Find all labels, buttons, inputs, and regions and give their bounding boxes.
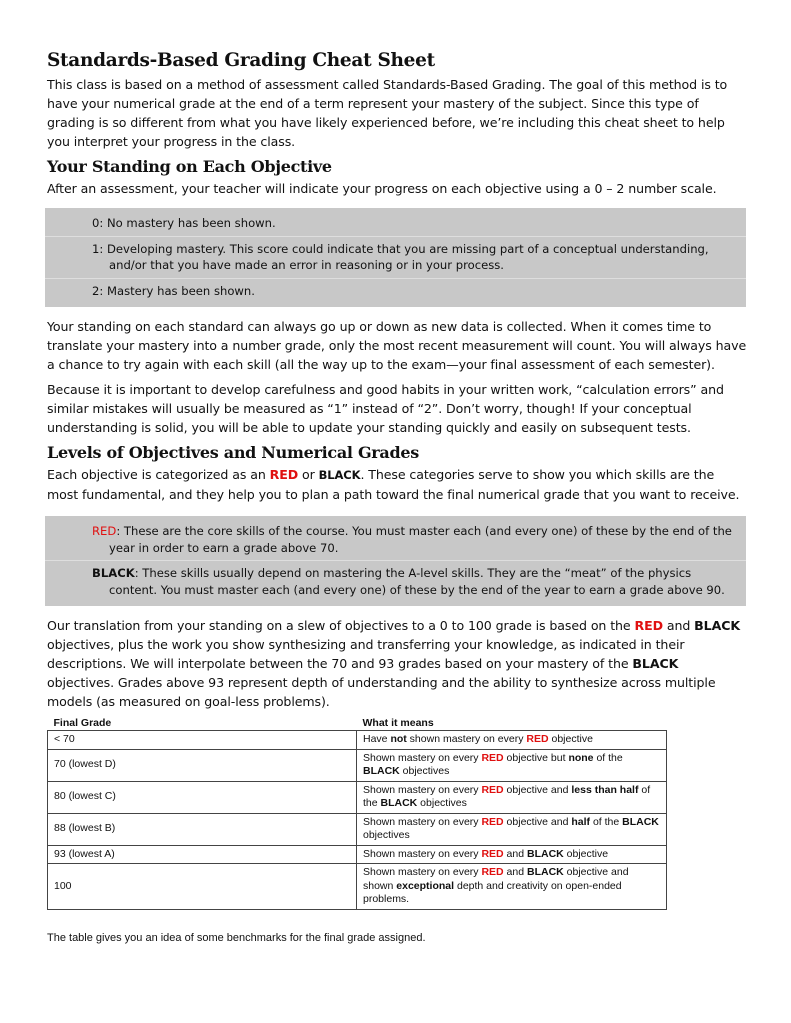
bold-run: half (571, 815, 591, 828)
table-row (48, 749, 667, 781)
meaning-cell (357, 749, 667, 781)
text-run: of the (590, 815, 623, 828)
final-grade-cell: 70 (lowest D) (48, 749, 357, 781)
footer-note: The table gives you an idea of some benchmarks for the final grade assigned. (47, 931, 426, 944)
table-row (48, 845, 667, 864)
bold-run: exceptional (396, 879, 455, 892)
text-run: shown mastery on every (406, 733, 527, 745)
red-label: RED (481, 866, 504, 878)
final-grade-cell: 100 (48, 864, 357, 910)
standing-lead: After an assessment, your teacher will indicate your progress on each objective using a 0 – 2 number scale. (47, 181, 717, 196)
text-run: Shown mastery on every (363, 815, 482, 828)
text-run: Shown mastery on every (363, 783, 482, 796)
meaning-cell (357, 781, 667, 813)
levels-box (45, 516, 746, 606)
text-run: objectives (399, 765, 450, 777)
table-row (48, 864, 667, 910)
bold-run: BLACK (527, 866, 564, 878)
black-label: BLACK (318, 468, 361, 482)
red-label: RED (481, 815, 504, 828)
text-run: and (662, 618, 695, 633)
text-run: of the (593, 751, 623, 764)
bold-run: less than half (571, 783, 639, 796)
meaning-cell (357, 845, 667, 864)
text-run: Shown mastery on every (363, 866, 482, 878)
text-run: Shown mastery on every (363, 751, 482, 764)
grade-table-body (48, 731, 667, 910)
scale-item-2: 2: Mastery has been shown. (45, 278, 746, 304)
bold-run: BLACK (622, 815, 659, 828)
red-definition-text: : These are the core skills of the course. You must master each (and every one) of these by the end of the year in order to earn a grade above 70. (109, 524, 732, 555)
bold-run: BLACK (363, 765, 400, 777)
final-grade-cell: < 70 (48, 731, 357, 750)
text-run: and (503, 847, 527, 860)
red-definition-label: RED (92, 524, 117, 538)
black-definition-text: : These skills usually depend on mastering the A-level skills. They are the “meat” of the physics content. You must master each (and every one) of these by the end of the year to earn a grade above 90. (109, 566, 725, 597)
table-row (48, 731, 667, 750)
text-run: objectives, plus the work you show synthesizing and transferring your knowledge, as indicated in their descriptions. We will interpolate between the 70 and 93 grades based on your mastery of the (47, 637, 685, 671)
text-run: objective but (503, 751, 569, 764)
table-row (48, 781, 667, 813)
section-heading-standing: Your Standing on Each Objective (47, 157, 332, 176)
text-run: . These categories serve to show you which skills are the most fundamental, and they help you to plan a path toward the final numerical grade that you want to receive. (47, 467, 740, 502)
final-grade-cell: 93 (lowest A) (48, 845, 357, 864)
standing-paragraph-1: Your standing on each standard can always go up or down as new data is collected. When it comes time to translate your mastery into a number grade, only the most recent measurement will count. You will always have a chance to try again with each skill (all the way up to the exam—your final assessment of each semester). (47, 319, 747, 372)
text-run: objective (548, 733, 593, 745)
text-run: objectives (417, 797, 467, 809)
text-run: objective and shown (363, 866, 629, 892)
meaning-cell (357, 864, 667, 910)
bold-run: BLACK (380, 797, 418, 809)
bold-run: none (568, 751, 594, 764)
red-label: RED (269, 467, 299, 482)
red-label: RED (634, 618, 663, 633)
text-run: objective (563, 847, 609, 860)
text-run: Have (363, 733, 391, 745)
text-run: of the (363, 783, 651, 809)
text-run: Our translation from your standing on a slew of objectives to a 0 to 100 grade is based on the (47, 618, 635, 633)
standing-paragraph-2: Because it is important to develop carefulness and good habits in your written work, “calculation errors” and similar mistakes will usually be measured as “1” instead of “2”. Don’t worry, though! If your conceptual understanding is solid, you will be able to update your standing quickly and easily on subsequent tests. (47, 382, 724, 435)
red-definition (45, 521, 746, 560)
section-heading-levels: Levels of Objectives and Numerical Grades (47, 443, 419, 462)
scale-box (45, 208, 746, 307)
black-definition (45, 560, 746, 602)
black-definition-label: BLACK (92, 566, 135, 580)
red-label: RED (481, 783, 504, 796)
text-run: objectives. Grades above 93 represent depth of understanding and the ability to synthesize across multiple models (as measured on goal-less problems). (47, 675, 716, 709)
scale-item-0: 0: No mastery has been shown. (92, 216, 276, 230)
scale-item-1: 1: Developing mastery. This score could indicate that you are missing part of a conceptual understanding, and/or that you have made an error in reasoning or in your process. (45, 236, 746, 278)
bold-run: not (390, 733, 407, 745)
text-run: objectives (363, 829, 410, 841)
levels-lead (47, 465, 747, 504)
text-run: objective and (503, 815, 572, 828)
translation-paragraph (47, 616, 747, 711)
black-label: BLACK (694, 618, 741, 633)
black-label: BLACK (632, 656, 679, 671)
intro-paragraph: This class is based on a method of assessment called Standards-Based Grading. The goal of this method is to have your numerical grade at the end of a term represent your mastery of the subject. Since this type of grading is so different from what you have likely experienced before, we’re including this cheat sheet to help you interpret your progress in the class. (47, 77, 728, 149)
text-run: depth and creativity on open-ended problems. (363, 879, 622, 905)
column-header-final-grade: Final Grade (53, 717, 112, 729)
meaning-cell (357, 813, 667, 845)
document-page (47, 46, 747, 944)
text-run: or (298, 467, 319, 482)
final-grade-cell: 80 (lowest C) (48, 781, 357, 813)
red-label: RED (481, 847, 504, 860)
meaning-cell (357, 731, 667, 750)
text-run: Shown mastery on every (363, 847, 482, 860)
text-run: Each objective is categorized as an (47, 467, 270, 482)
text-run: and (503, 866, 527, 878)
page-title: Standards-Based Grading Cheat Sheet (47, 50, 435, 71)
grade-table (47, 717, 667, 910)
final-grade-cell: 88 (lowest B) (48, 813, 357, 845)
text-run: objective and (503, 783, 572, 796)
red-label: RED (481, 751, 504, 764)
table-row (48, 813, 667, 845)
red-label: RED (526, 733, 549, 745)
column-header-what-it-means: What it means (362, 717, 434, 729)
bold-run: BLACK (527, 847, 564, 860)
